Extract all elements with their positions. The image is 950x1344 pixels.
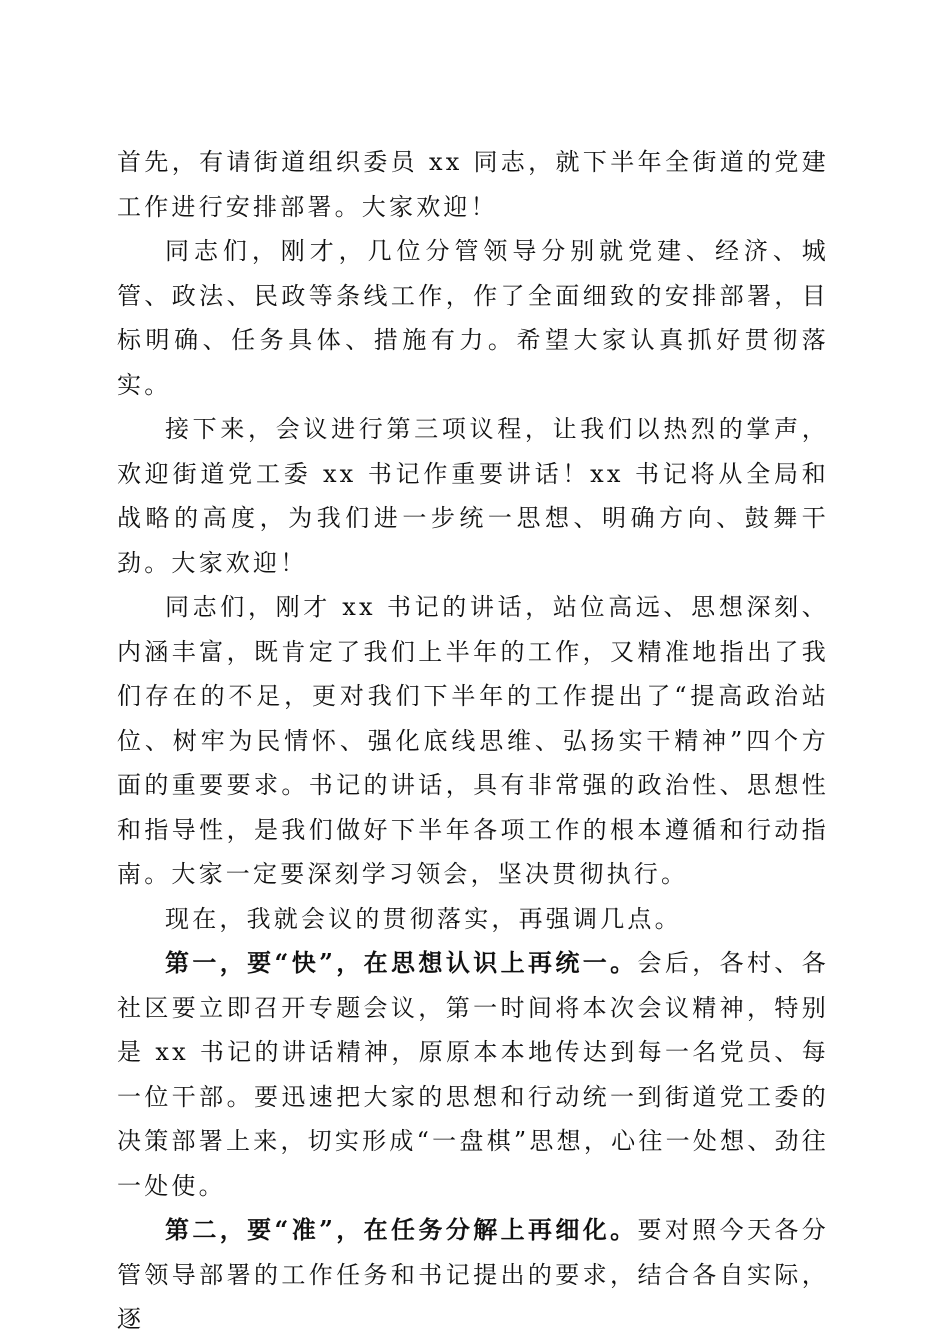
document-body bbox=[117, 140, 829, 1342]
paragraph-4-text: 同志们，刚才 xx 书记的讲话，站位高远、思想深刻、内涵丰富，既肯定了我们上半年的工作，又精准地指出了我们存在的不足，更对我们下半年的工作提出了“提高政治站位、树牢为民情怀、强化底线思维、弘扬实干精神”四个方面的重要要求。书记的讲话，具有非常强的政治性、思想性和指导性，是我们做好下半年各项工作的根本遵循和行动指南。大家一定要深刻学习领会，坚决贯彻执行。 bbox=[117, 593, 829, 888]
paragraph-6-text: 会后，各村、各社区要立即召开专题会议，第一时间将本次会议精神，特别是 xx 书记的讲话精神，原原本本地传达到每一名党员、每一位干部。要迅速把大家的思想和行动统一到街道党工委的决策部署上来，切实形成“一盘棋”思想，心往一处想、劲往一处使。 bbox=[117, 949, 829, 1200]
paragraph-5-text: 现在，我就会议的贯彻落实，再强调几点。 bbox=[165, 904, 682, 933]
paragraph-5 bbox=[117, 897, 829, 942]
paragraph-1-text: 首先，有请街道组织委员 xx 同志，就下半年全街道的党建工作进行安排部署。大家欢迎！ bbox=[117, 148, 829, 221]
paragraph-7-lead: 第二，要“准”，在任务分解上再细化。 bbox=[165, 1215, 638, 1244]
paragraph-1 bbox=[117, 140, 829, 229]
paragraph-6 bbox=[117, 941, 829, 1208]
paragraph-6-lead: 第一，要“快”，在思想认识上再统一。 bbox=[165, 948, 638, 977]
paragraph-2-text: 同志们，刚才，几位分管领导分别就党建、经济、城管、政法、民政等条线工作，作了全面细致的安排部署，目标明确、任务具体、措施有力。希望大家认真抓好贯彻落实。 bbox=[117, 237, 829, 399]
paragraph-4 bbox=[117, 585, 829, 897]
paragraph-2 bbox=[117, 229, 829, 407]
paragraph-3-text: 接下来，会议进行第三项议程，让我们以热烈的掌声，欢迎街道党工委 xx 书记作重要讲话！xx 书记将从全局和战略的高度，为我们进一步统一思想、明确方向、鼓舞干劲。大家欢迎！ bbox=[117, 415, 829, 577]
paragraph-7 bbox=[117, 1208, 829, 1342]
paragraph-7-text: 要对照今天各分管领导部署的工作任务和书记提出的要求，结合各自实际，逐 bbox=[117, 1216, 829, 1333]
paragraph-3 bbox=[117, 407, 829, 585]
